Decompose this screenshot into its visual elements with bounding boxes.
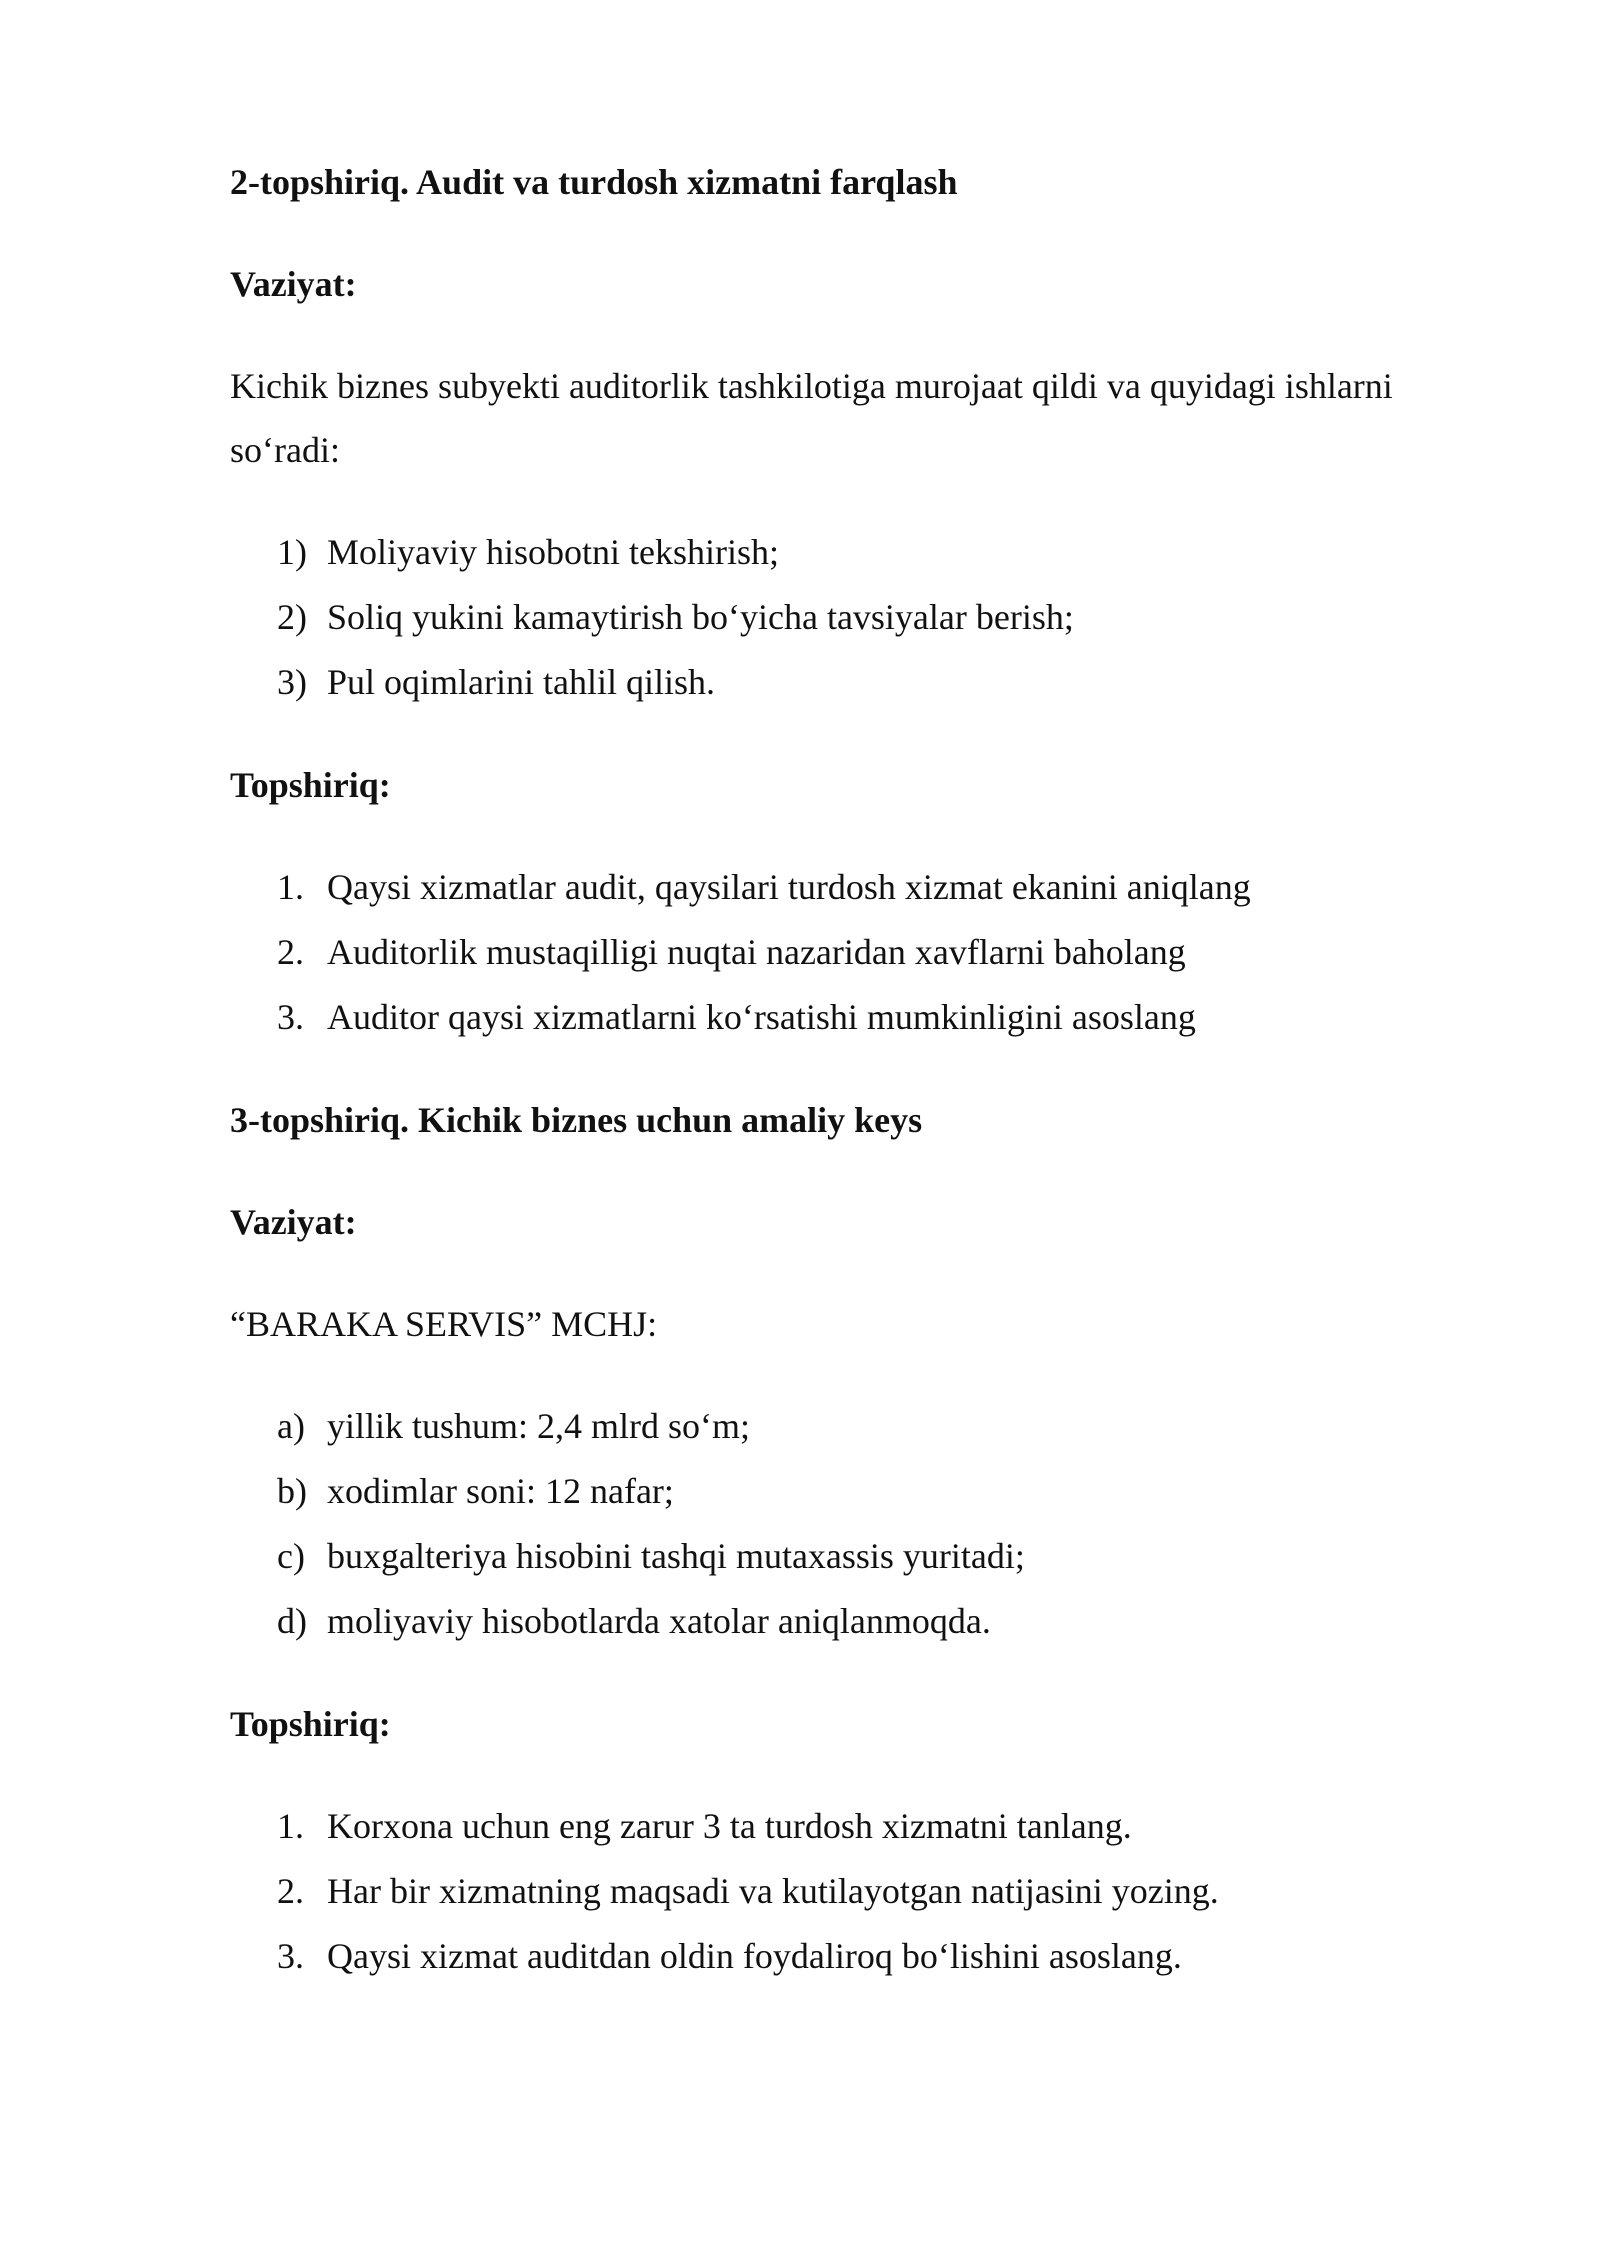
list-marker: 3.	[277, 1936, 304, 1976]
list-item-text: Har bir xizmatning maqsadi va kutilayotgan natijasini yozing.	[327, 1871, 1219, 1911]
list-marker: c)	[277, 1536, 305, 1576]
list-item-text: Qaysi xizmatlar audit, qaysilari turdosh xizmat ekanini aniqlang	[327, 867, 1251, 907]
list-marker: 1.	[277, 867, 304, 907]
task3-tasks-list	[230, 1794, 1470, 1989]
list-item	[230, 1459, 1470, 1524]
list-marker: a)	[277, 1406, 305, 1446]
list-item-text: xodimlar soni: 12 nafar;	[327, 1471, 674, 1511]
list-marker: 2.	[277, 932, 304, 972]
task2-situation-text	[230, 354, 1470, 482]
task3-company-name: “BARAKA SERVIS” MCHJ:	[230, 1304, 658, 1344]
list-marker: 3)	[277, 662, 307, 702]
list-item	[230, 1794, 1470, 1859]
list-marker: 1.	[277, 1806, 304, 1846]
list-item-text: buxgalteriya hisobini tashqi mutaxassis yuritadi;	[327, 1536, 1025, 1576]
list-item	[230, 650, 1470, 715]
list-item	[230, 1524, 1470, 1589]
list-item	[230, 920, 1470, 985]
list-marker: 3.	[277, 997, 304, 1037]
list-marker: b)	[277, 1471, 307, 1511]
list-item-text: Auditorlik mustaqilligi nuqtai nazaridan xavflarni baholang	[327, 932, 1186, 972]
list-item	[230, 985, 1470, 1050]
list-item-text: Pul oqimlarini tahlil qilish.	[327, 662, 716, 702]
task2-situation-line-2: so‘radi:	[230, 430, 340, 470]
task2-task-heading: Topshiriq:	[230, 765, 391, 805]
list-marker: 1)	[277, 532, 307, 572]
task2-requests-list	[230, 520, 1470, 715]
list-item	[230, 855, 1470, 920]
list-item	[230, 585, 1470, 650]
list-item-text: Auditor qaysi xizmatlarni ko‘rsatishi mumkinligini asoslang	[327, 997, 1196, 1037]
list-item	[230, 1924, 1470, 1989]
list-marker: d)	[277, 1601, 307, 1641]
list-item-text: Soliq yukini kamaytirish bo‘yicha tavsiyalar berish;	[327, 597, 1074, 637]
list-marker: 2)	[277, 597, 307, 637]
task2-title: 2-topshiriq. Audit va turdosh xizmatni farqlash	[230, 162, 958, 202]
list-item-text: moliyaviy hisobotlarda xatolar aniqlanmoqda.	[327, 1601, 991, 1641]
task2-tasks-list	[230, 855, 1470, 1050]
list-item	[230, 1859, 1470, 1924]
list-item	[230, 1394, 1470, 1459]
document-content	[230, 150, 1470, 1989]
task2-situation-line-1: Kichik biznes subyekti auditorlik tashkilotiga murojaat qildi va quyidagi ishlarni	[230, 366, 1393, 406]
list-item-text: Korxona uchun eng zarur 3 ta turdosh xizmatni tanlang.	[327, 1806, 1132, 1846]
task3-facts-list	[230, 1394, 1470, 1654]
list-item	[230, 1589, 1470, 1654]
task3-situation-heading: Vaziyat:	[230, 1202, 357, 1242]
task3-task-heading: Topshiriq:	[230, 1704, 391, 1744]
list-item-text: yillik tushum: 2,4 mlrd so‘m;	[327, 1406, 751, 1446]
task3-title: 3-topshiriq. Kichik biznes uchun amaliy keys	[230, 1100, 923, 1140]
task2-situation-heading: Vaziyat:	[230, 264, 357, 304]
list-item	[230, 520, 1470, 585]
list-item-text: Qaysi xizmat auditdan oldin foydaliroq bo‘lishini asoslang.	[327, 1936, 1182, 1976]
list-item-text: Moliyaviy hisobotni tekshirish;	[327, 532, 780, 572]
list-marker: 2.	[277, 1871, 304, 1911]
